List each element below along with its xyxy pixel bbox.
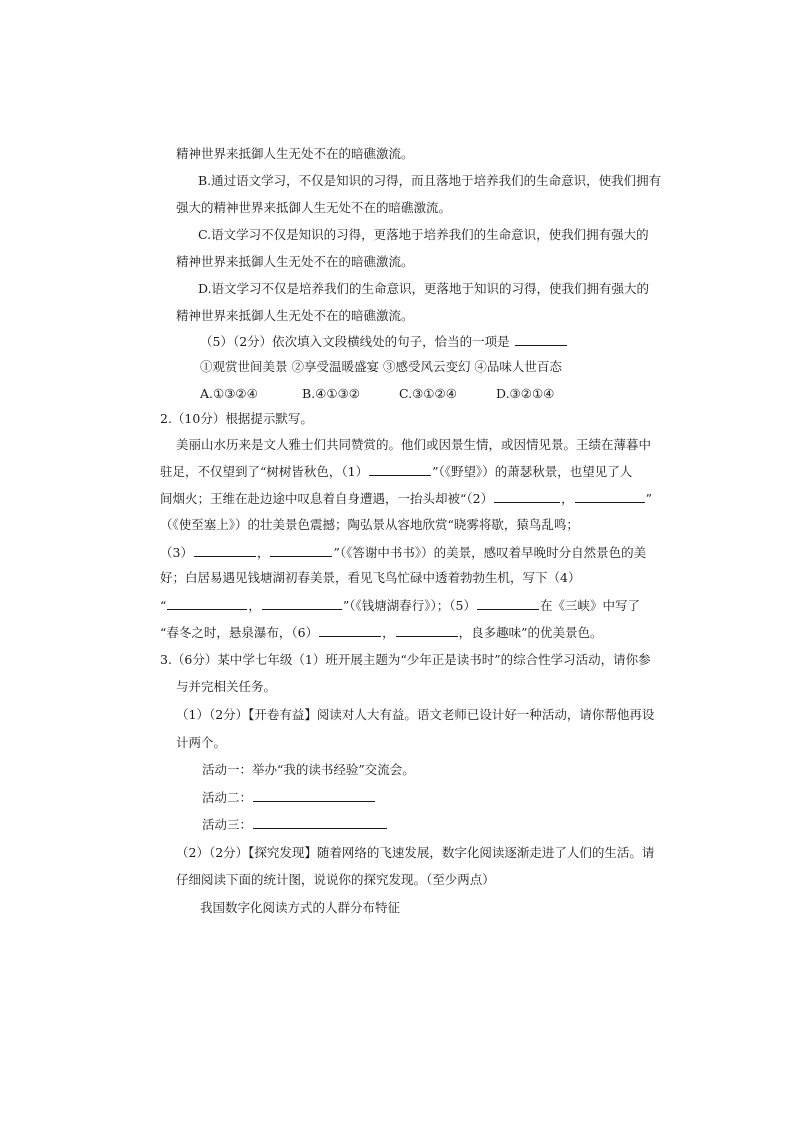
question-3-line2: 与并完相关任务。 <box>176 679 277 694</box>
activity-1: 活动一：举办“我的读书经验”交流会。 <box>202 762 415 777</box>
fill-blank-6a[interactable] <box>319 624 381 637</box>
choice-b: B.④①③② <box>302 386 360 401</box>
text: ， <box>561 491 574 506</box>
fill-blank-4b[interactable] <box>262 597 342 610</box>
text: ， <box>256 545 270 560</box>
fill-blank-4a[interactable] <box>167 597 247 610</box>
activity-2 <box>202 789 376 806</box>
activity-3-blank[interactable] <box>253 816 387 829</box>
fill-blank-2b[interactable] <box>575 490 645 503</box>
passage-line-5 <box>160 544 646 561</box>
text: 在《三峡》中写了 <box>540 598 641 613</box>
passage-line-6: 好；白居易遇见钱塘湖初春美景，看见飞鸟忙碌中透着勃勃生机，写下（4） <box>160 570 581 585</box>
passage-line-3 <box>160 490 652 507</box>
activity-2-label: 活动二： <box>202 790 253 805</box>
option-c-line1: C.语文学习不仅是知识的习得，更落地于培养我们的生命意识，使我们拥有强大的 <box>198 227 649 242</box>
passage-line-4: （《使至塞上》）的壮美景色震撼；陶弘景从容地欣赏“晓雾将歇，猿鸟乱鸣； <box>160 517 579 532</box>
passage-line-8 <box>160 624 603 641</box>
chart-caption: 我国数字化阅读方式的人群分布特征 <box>200 900 401 915</box>
choice-c: C.③①②④ <box>399 386 457 401</box>
text: ， <box>382 625 395 640</box>
subquestion-5 <box>200 333 568 350</box>
option-d-line2: 精神世界来抵御人生无处不在的暗礁激流。 <box>176 308 414 323</box>
text: ”（《答谢中书书》）的美景，感叹着早晚时分自然景色的美 <box>333 545 647 560</box>
answer-blank[interactable] <box>515 333 567 346</box>
subquestion-5-text: （5）（2分）依次填入文段横线处的句子，恰当的一项是 <box>200 334 510 349</box>
passage-line-2 <box>160 463 632 480</box>
fill-blank-1[interactable] <box>369 463 431 476</box>
activity-3-label: 活动三： <box>202 817 253 832</box>
passage-line-1: 美丽山水历来是文人雅士们共同赞赏的。他们或因景生情，或因情见景。王绩在薄暮中 <box>176 437 652 452</box>
fill-blank-3b[interactable] <box>270 544 332 557</box>
subquestion-1-line2: 计两个。 <box>176 735 227 750</box>
text: ， <box>248 598 261 613</box>
activity-2-blank[interactable] <box>253 789 375 802</box>
fill-blank-5[interactable] <box>477 597 539 610</box>
text: ，良多趣味”的优美景色。 <box>458 625 603 640</box>
fill-blank-3a[interactable] <box>194 544 256 557</box>
subquestion-1-line1: （1）（2分）【开卷有益】阅读对人大有益。语文老师已设计好一种活动，请你帮他再设 <box>176 707 655 722</box>
option-d-line1: D.语文学习不仅是培养我们的生命意识，更落地于知识的习得，使我们拥有强大的 <box>198 281 650 296</box>
fill-blank-6b[interactable] <box>396 624 458 637</box>
text: ”（《钱塘湖春行》）；（5） <box>342 598 477 613</box>
choice-d: D.③②①④ <box>496 386 555 401</box>
text: 间烟火；王维在赴边途中叹息着自身遭遇，一抬头却被“（2） <box>160 491 494 506</box>
text: “ <box>160 598 167 613</box>
fill-blank-2a[interactable] <box>494 490 560 503</box>
option-b-line2: 强大的精神世界来抵御人生无处不在的暗礁激流。 <box>176 200 452 215</box>
passage-line-7 <box>160 597 640 614</box>
text: 驻足，不仅望到了“树树皆秋色，（1） <box>160 464 369 479</box>
text: “春冬之时，悬泉瀑布，（6） <box>160 625 319 640</box>
question-2-heading: 2.（10分）根据提示默写。 <box>160 411 313 426</box>
text: ” <box>645 491 653 506</box>
question-3-line1: 3.（6分）某中学七年级（1）班开展主题为“少年正是读书时”的综合性学习活动，请你参 <box>160 652 651 667</box>
activity-3 <box>202 816 388 833</box>
text: ”（《野望》）的萧瑟秋景，也望见了人 <box>432 464 633 479</box>
text: （3） <box>160 545 193 560</box>
phrase-choices: ①观赏世间美景 ②享受温暖盛宴 ③感受风云变幻 ④品味人世百态 <box>200 359 562 374</box>
subquestion-2-line2: 仔细阅读下面的统计图，说说你的探究发现。（至少两点） <box>176 872 495 887</box>
subquestion-2-line1: （2）（2分）【探究发现】随着网络的飞速发展，数字化阅读逐渐走进了人们的生活。请 <box>176 845 655 860</box>
option-a-continuation: 精神世界来抵御人生无处不在的暗礁激流。 <box>176 146 414 161</box>
choice-a: A.①③②④ <box>200 386 258 401</box>
option-b-line1: B.通过语文学习，不仅是知识的习得，而且落地于培养我们的生命意识，使我们拥有 <box>198 173 662 188</box>
option-c-line2: 精神世界来抵御人生无处不在的暗礁激流。 <box>176 254 414 269</box>
